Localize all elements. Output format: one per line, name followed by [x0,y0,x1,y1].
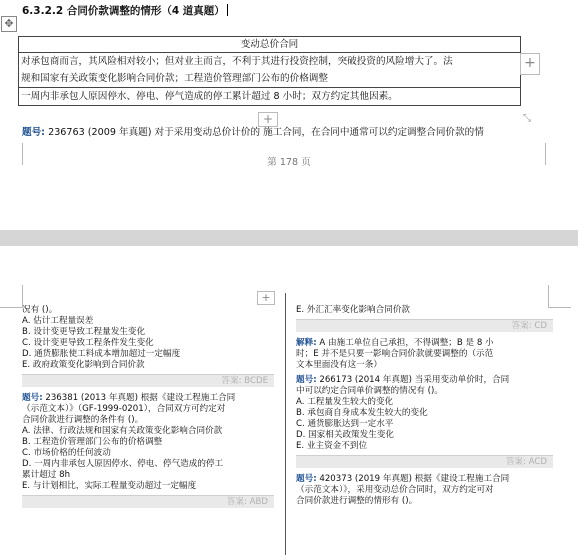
question-text: （示范文本）》，采用变动总价合同时，双方约定可对 [296,485,494,495]
table-title: 变动总价合同 [19,37,520,53]
answer-bar: 答案: ABD [22,495,274,508]
question-header [22,393,274,404]
question-text: （示范文本）》（GF-1999-0201），合同双方可约定对 [22,404,226,414]
question-text: 合同价款进行调整的条件有 ()。 [22,415,144,425]
explanation [296,338,553,349]
question-header [296,474,553,485]
option: 累计超过 8h [22,470,71,480]
explanation-text: 时；E 并不是只要一影响合同价款就要调整的（示范 [296,349,494,359]
section-heading: 6.3.2.2 合同价款调整的情形（4 道真题） [22,3,228,18]
question-line [22,124,558,138]
option: B. 设计变更导致工程量发生变化 [22,327,146,337]
question-continuation: 况有 ()。 [22,305,58,315]
question-text: 420373 (2019 年真题) 根据《建设工程施工合同 [319,474,510,484]
document-page-bottom [0,246,578,555]
page-gap [0,230,578,246]
contract-table [18,36,521,106]
option: B. 工程造价管理部门公布的价格调整 [22,437,163,447]
option: D. 一周内非承包人原因停水、停电、停气造成的停工 [22,459,224,469]
question-header [296,375,553,386]
page-number: 第 178 页 [267,157,311,168]
question-text: 合同价款进行调整的情形有 ()。 [296,496,418,506]
option: D. 国家相关政策发生变化 [296,430,395,440]
option: E. 业主资金不到位 [296,441,368,451]
table-resize-icon[interactable]: ⤡ [523,113,531,124]
left-column [22,305,274,514]
option: C. 市场价格的任何波动 [22,448,111,458]
question-label: 题号: [296,375,317,385]
document-page-top [0,0,578,230]
option: B. 承包商自身成本发生较大的变化 [296,408,428,418]
question-text: 236763 (2009 年真题) 对于采用变动总价计价的 施工合同，在合同中通常可以约定调整合同价款的情 [48,127,484,138]
question-label: 题号: [296,474,317,484]
column-divider [285,293,286,555]
question-label: 题号: [22,127,46,138]
option: C. 通货膨胀达到一定水平 [296,419,394,429]
option: E. 与计划相比，实际工程量变动超过一定幅度 [22,481,197,491]
right-column [296,305,553,507]
option: D. 通货膨胀使工料成本增加超过一定幅度 [22,349,181,359]
table-row: 一周内非承包人原因停水、停电、停气造成的停工累计超过 8 小时；双方约定其他因素。 [21,91,398,102]
question-text: 236381 (2013 年真题) 根据《建设工程施工合同 [45,393,236,403]
option: A. 估计工程量误差 [22,316,94,326]
add-row-button[interactable]: + [258,112,278,127]
option: A. 法律、行政法规和国家有关政策变化影响合同价款 [22,426,223,436]
table-row: 对承包商而言，其风险相对较小；但对业主而言，不利于其进行投资控制，突破投资的风险增大了。法 [21,56,453,67]
option: A. 工程量发生较大的变化 [296,397,394,407]
option: E. 外汇汇率变化影响合同价款 [296,305,411,315]
question-text: 266173 (2014 年真题) 当采用变动单价时，合同 [319,375,510,385]
option: E. 政府政策变化影响到合同价款 [22,360,145,370]
text-cursor [227,4,228,16]
explanation-text: A 由施工单位自己承担，不得调整；B 是 8 小 [319,338,494,348]
answer-bar: 答案: CD [296,319,553,332]
answer-bar: 答案: BCDE [22,374,274,387]
answer-bar: 答案: ACD [296,455,553,468]
option: C. 设计变更导致工程条件发生变化 [22,338,154,348]
question-label: 题号: [22,393,43,403]
table-move-handle-icon[interactable]: ✥ [1,16,17,32]
explanation-text: 文本里面没有这一条） [296,360,382,370]
question-text: 中可以约定合同单价调整的情况有 ()。 [296,386,443,396]
explanation-label: 解释: [296,338,317,348]
table-row: 规和国家有关政策变化影响合同价款；工程造价管理部门公布的价格调整 [19,70,520,88]
add-column-button[interactable]: + [520,53,540,75]
add-row-button[interactable]: + [257,291,275,305]
page-corner-mark [0,285,23,308]
